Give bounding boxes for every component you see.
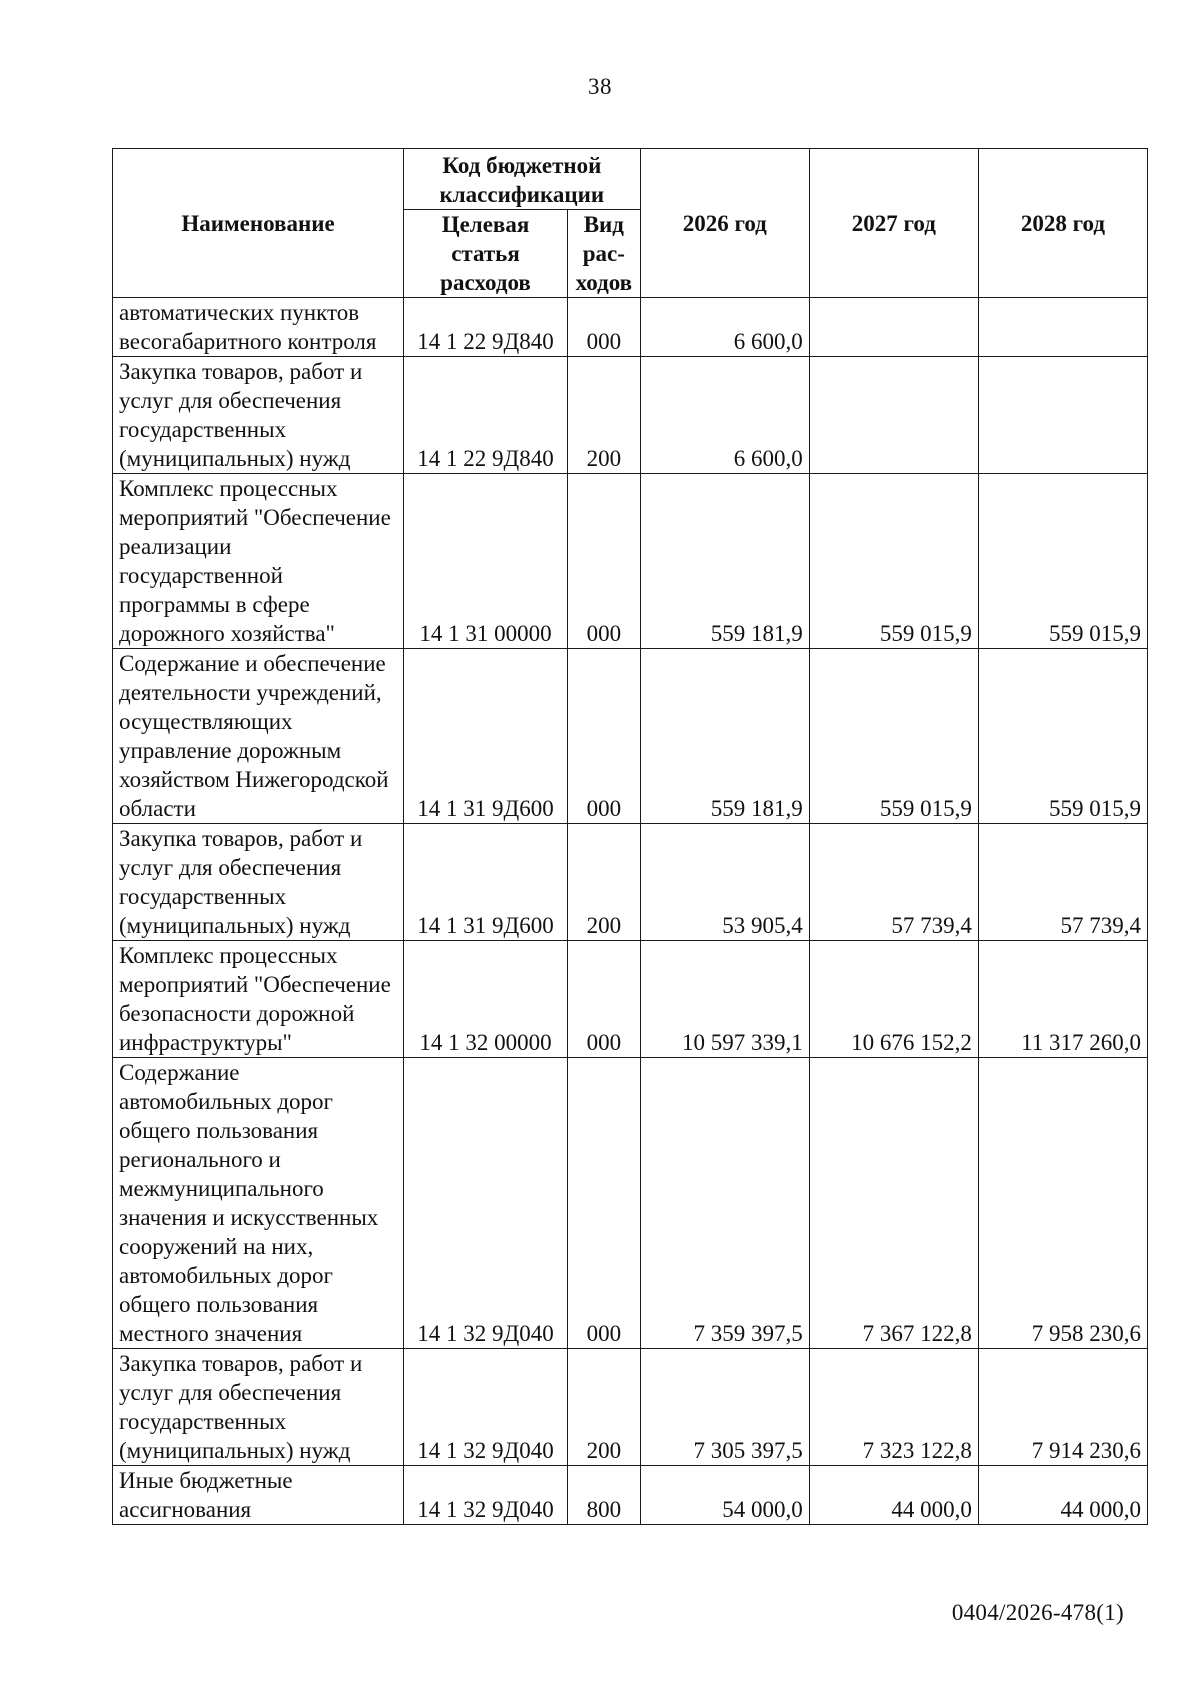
- row-target-code: 14 1 31 9Д600: [404, 824, 568, 941]
- row-value-2028: 44 000,0: [978, 1466, 1147, 1525]
- row-name: Закупка товаров, работ и услуг для обеспечения государственных (муниципальных) нужд: [113, 1349, 404, 1466]
- row-expense-type: 000: [567, 941, 640, 1058]
- row-value-2028: [978, 298, 1147, 357]
- row-expense-type: 000: [567, 474, 640, 649]
- row-name: Содержание автомобильных дорог общего пользования регионального и межмуниципального значения и искусственных сооружений на них, автомобильных дорог общего пользования местного значения: [113, 1058, 404, 1349]
- row-value-2028: 11 317 260,0: [978, 941, 1147, 1058]
- row-target-code: 14 1 32 9Д040: [404, 1466, 568, 1525]
- header-year-2028: 2028 год: [978, 149, 1147, 298]
- row-value-2027: 7 323 122,8: [809, 1349, 978, 1466]
- row-target-code: 14 1 31 9Д600: [404, 649, 568, 824]
- row-name: Иные бюджетные ассигнования: [113, 1466, 404, 1525]
- header-expense-type: Вид рас-ходов: [567, 210, 640, 298]
- row-value-2026: 7 359 397,5: [640, 1058, 809, 1349]
- row-target-code: 14 1 32 00000: [404, 941, 568, 1058]
- row-value-2027: 7 367 122,8: [809, 1058, 978, 1349]
- row-expense-type: 000: [567, 649, 640, 824]
- document-registration-code: 0404/2026-478(1): [951, 1600, 1124, 1625]
- row-value-2028: 559 015,9: [978, 649, 1147, 824]
- table-row: [113, 1349, 1148, 1466]
- row-value-2026: 10 597 339,1: [640, 941, 809, 1058]
- row-value-2026: 559 181,9: [640, 649, 809, 824]
- row-value-2028: 559 015,9: [978, 474, 1147, 649]
- row-value-2028: 7 914 230,6: [978, 1349, 1147, 1466]
- table-row: [113, 824, 1148, 941]
- row-name: автоматических пунктов весогабаритного контроля: [113, 298, 404, 357]
- row-expense-type: 000: [567, 298, 640, 357]
- row-expense-type: 200: [567, 1349, 640, 1466]
- row-value-2027: 559 015,9: [809, 649, 978, 824]
- row-target-code: 14 1 32 9Д040: [404, 1349, 568, 1466]
- row-value-2027: 559 015,9: [809, 474, 978, 649]
- row-target-code: 14 1 31 00000: [404, 474, 568, 649]
- budget-table: [112, 148, 1148, 1525]
- header-target-article: Целевая статья расходов: [404, 210, 568, 298]
- row-value-2028: [978, 357, 1147, 474]
- table-row: [113, 649, 1148, 824]
- row-value-2026: 6 600,0: [640, 357, 809, 474]
- row-value-2027: 57 739,4: [809, 824, 978, 941]
- table-row: [113, 474, 1148, 649]
- row-value-2026: 7 305 397,5: [640, 1349, 809, 1466]
- row-expense-type: 800: [567, 1466, 640, 1525]
- table-row: [113, 941, 1148, 1058]
- row-name: Содержание и обеспечение деятельности учреждений, осуществляющих управление дорожным хозяйством Нижегородской области: [113, 649, 404, 824]
- table-row: [113, 1466, 1148, 1525]
- row-value-2026: 54 000,0: [640, 1466, 809, 1525]
- row-value-2028: 7 958 230,6: [978, 1058, 1147, 1349]
- row-value-2026: 559 181,9: [640, 474, 809, 649]
- row-value-2027: 10 676 152,2: [809, 941, 978, 1058]
- page-number: 38: [588, 74, 612, 99]
- row-target-code: 14 1 22 9Д840: [404, 298, 568, 357]
- row-target-code: 14 1 22 9Д840: [404, 357, 568, 474]
- table-row: [113, 357, 1148, 474]
- row-name: Закупка товаров, работ и услуг для обеспечения государственных (муниципальных) нужд: [113, 357, 404, 474]
- row-expense-type: 200: [567, 357, 640, 474]
- row-value-2027: 44 000,0: [809, 1466, 978, 1525]
- row-value-2026: 53 905,4: [640, 824, 809, 941]
- row-name: Комплекс процессных мероприятий "Обеспечение реализации государственной программы в сфере дорожного хозяйства": [113, 474, 404, 649]
- row-value-2027: [809, 298, 978, 357]
- table-row: [113, 298, 1148, 357]
- table-row: [113, 1058, 1148, 1349]
- row-name: Комплекс процессных мероприятий "Обеспечение безопасности дорожной инфраструктуры": [113, 941, 404, 1058]
- row-expense-type: 000: [567, 1058, 640, 1349]
- header-year-2026: 2026 год: [640, 149, 809, 298]
- row-value-2027: [809, 357, 978, 474]
- row-target-code: 14 1 32 9Д040: [404, 1058, 568, 1349]
- row-expense-type: 200: [567, 824, 640, 941]
- row-name: Закупка товаров, работ и услуг для обеспечения государственных (муниципальных) нужд: [113, 824, 404, 941]
- header-code-group: Код бюджетной классификации: [404, 149, 641, 210]
- row-value-2028: 57 739,4: [978, 824, 1147, 941]
- row-value-2026: 6 600,0: [640, 298, 809, 357]
- header-name: Наименование: [113, 149, 404, 298]
- header-year-2027: 2027 год: [809, 149, 978, 298]
